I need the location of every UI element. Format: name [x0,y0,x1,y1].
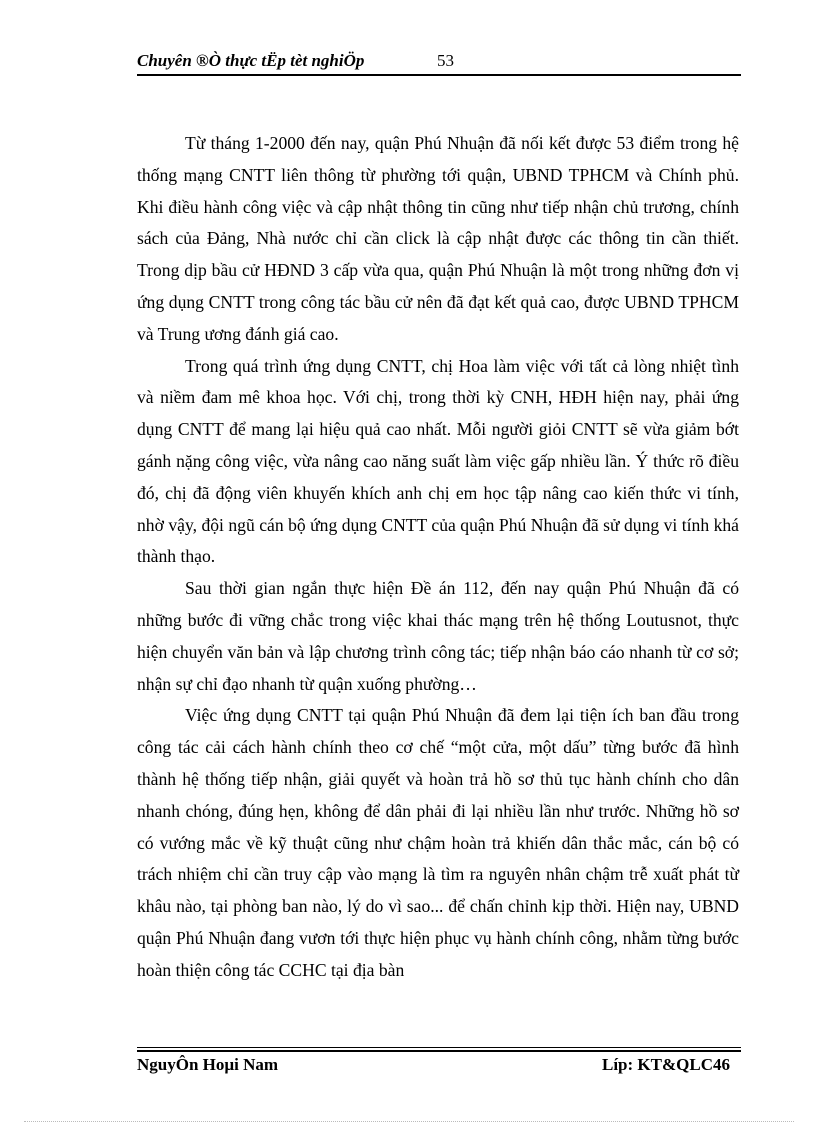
paragraph-1: Từ tháng 1-2000 đến nay, quận Phú Nhuận đã nối kết được 53 điểm trong hệ thống mạng CNTT liên thông từ phường tới quận, UBND TPHCM và Chính phủ. Khi điều hành công việc và cập nhật thông tin cũng như tiếp nhận chủ trương, chính sách của Đảng, Nhà nước chỉ cần click là cập nhật được các thông tin cần thiết. Trong dịp bầu cử HĐND 3 cấp vừa qua, quận Phú Nhuận là một trong những đơn vị ứng dụng CNTT trong công tác bầu cử nên đã đạt kết quả cao, được UBND TPHCM và Trung ương đánh giá cao. [137,133,739,344]
page-header [137,48,741,76]
page-bottom-edge [24,1121,794,1122]
document-body [137,128,739,987]
header-title: Chuyên ®Ò thực tËp tèt nghiÖp [137,51,365,70]
footer-class: Líp: KT&QLC46 [602,1055,730,1074]
paragraph-4: Việc ứng dụng CNTT tại quận Phú Nhuận đã đem lại tiện ích ban đầu trong công tác cải cách hành chính theo cơ chế “một cửa, một dấu” từng bước đã hình thành hệ thống tiếp nhận, giải quyết và hoàn trả hồ sơ thủ tục hành chính cho dân nhanh chóng, đúng hẹn, không để dân phải đi lại nhiều lần như trước. Những hồ sơ có vướng mắc về kỹ thuật cũng như chậm hoàn trả khiến dân thắc mắc, cán bộ có trách nhiệm chỉ cần truy cập vào mạng là tìm ra nguyên nhân chậm trễ xuất phát từ khâu nào, tại phòng ban nào, lý do vì sao... để chấn chỉnh kịp thời. Hiện nay, UBND quận Phú Nhuận đang vươn tới thực hiện phục vụ hành chính công, nhằm từng bước hoàn thiện công tác CCHC tại địa bàn [137,705,739,980]
footer-divider-thick [137,1050,741,1052]
footer-author: NguyÔn Hoµi Nam [137,1055,279,1074]
page-number: 53 [437,51,454,70]
footer-divider-thin [137,1047,741,1048]
paragraph-3: Sau thời gian ngắn thực hiện Đề án 112, đến nay quận Phú Nhuận đã có những bước đi vững chắc trong việc khai thác mạng trên hệ thống Loutusnot, thực hiện chuyển văn bản và lập chương trình công tác; tiếp nhận báo cáo nhanh từ cơ sở; nhận sự chỉ đạo nhanh từ quận xuống phường… [137,578,739,694]
paragraph-2: Trong quá trình ứng dụng CNTT, chị Hoa làm việc với tất cả lòng nhiệt tình và niềm đam mê khoa học. Với chị, trong thời kỳ CNH, HĐH hiện nay, phải ứng dụng CNTT để mang lại hiệu quả cao nhất. Mỗi người giỏi CNTT sẽ vừa giảm bớt gánh nặng công việc, vừa nâng cao năng suất làm việc gấp nhiều lần. Ý thức rõ điều đó, chị đã động viên khuyến khích anh chị em học tập nâng cao kiến thức vi tính, nhờ vậy, đội ngũ cán bộ ứng dụng CNTT của quận Phú Nhuận đã sử dụng vi tính khá thành thạo. [137,355,739,567]
